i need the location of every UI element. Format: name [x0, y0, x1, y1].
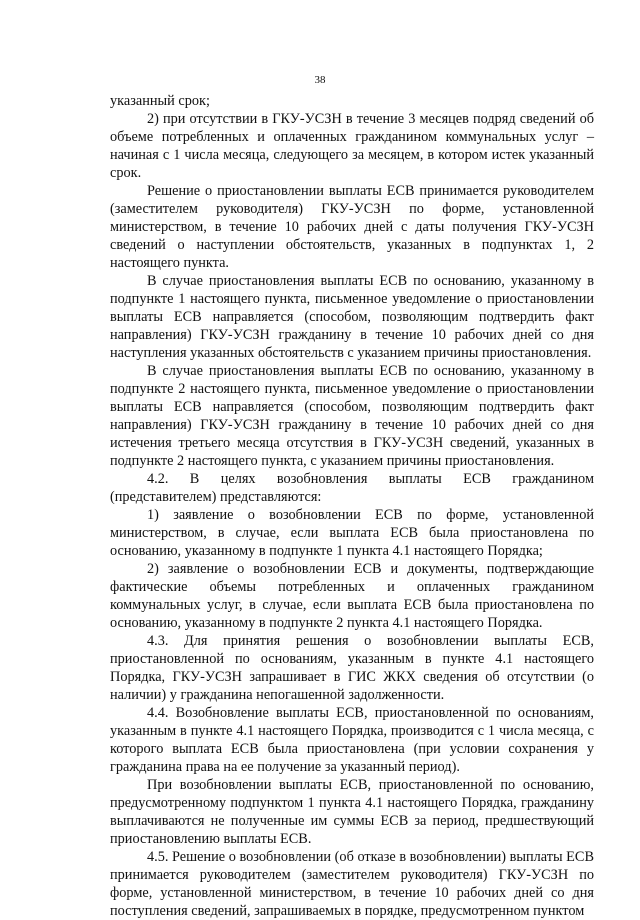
paragraph: 4.4. Возобновление выплаты ЕСВ, приостановленной по основаниям, указанным в пункте 4.1 настоящего Порядка, производится с 1 числа месяца, с которого выплата ЕСВ была приостановлена (при условии сохранения у гражданина права на ее получение за указанный период). — [110, 705, 594, 775]
paragraph: 1) заявление о возобновлении ЕСВ по форме, установленной министерством, в случае, если выплата ЕСВ была приостановлена по основанию, указанному в подпункте 1 пункта 4.1 настоящего Порядка; — [110, 507, 594, 559]
paragraph: 2) при отсутствии в ГКУ-УСЗН в течение 3 месяцев подряд сведений об объеме потребленных и оплаченных гражданином коммунальных услуг – начиная с 1 числа месяца, следующего за месяцем, в котором истек указанный срок. — [110, 111, 594, 181]
document-body — [110, 92, 594, 920]
page-number: 38 — [314, 74, 326, 86]
paragraph: В случае приостановления выплаты ЕСВ по основанию, указанному в подпункте 1 настоящего пункта, письменное уведомление о приостановлении выплаты ЕСВ направляется (способом, позволяющим подтвердить факт направления) ГКУ-УСЗН гражданину в течение 10 рабочих дней со дня наступления указанных обстоятельств с указанием причины приостановления. — [110, 273, 594, 361]
paragraph: 4.2. В целях возобновления выплаты ЕСВ гражданином (представителем) представляются: — [110, 471, 594, 505]
paragraph: При возобновлении выплаты ЕСВ, приостановленной по основанию, предусмотренному подпунктом 1 пункта 4.1 настоящего Порядка, гражданину выплачиваются не полученные им суммы ЕСВ за период, предшествующий приостановлению выплаты ЕСВ. — [110, 777, 594, 847]
paragraph: 4.3. Для принятия решения о возобновлении выплаты ЕСВ, приостановленной по основаниям, указанным в пункте 4.1 настоящего Порядка, ГКУ-УСЗН запрашивает в ГИС ЖКХ сведения об отсутствии (о наличии) у гражданина непогашенной задолженности. — [110, 633, 594, 703]
paragraph: Решение о приостановлении выплаты ЕСВ принимается руководителем (заместителем руководителя) ГКУ-УСЗН по форме, установленной министерством, в течение 10 рабочих дней с даты получения ГКУ-УСЗН сведений о наступлении обстоятельств, указанных в подпунктах 1, 2 настоящего пункта. — [110, 183, 594, 271]
paragraph: В случае приостановления выплаты ЕСВ по основанию, указанному в подпункте 2 настоящего пункта, письменное уведомление о приостановлении выплаты ЕСВ направляется (способом, позволяющим подтвердить факт направления) ГКУ-УСЗН гражданину в течение 10 рабочих дней со дня истечения третьего месяца отсутствия в ГКУ-УСЗН сведений, указанных в подпункте 2 настоящего пункта, с указанием причины приостановления. — [110, 363, 594, 469]
paragraph: 4.5. Решение о возобновлении (об отказе в возобновлении) выплаты ЕСВ принимается руководителем (заместителем руководителя) ГКУ-УСЗН по форме, установленной министерством, в течение 10 рабочих дней со дня поступления сведений, запрашиваемых в порядке, предусмотренном пунктом — [110, 849, 594, 919]
paragraph-continuation: указанный срок; — [110, 93, 210, 109]
paragraph: 2) заявление о возобновлении ЕСВ и документы, подтверждающие фактические объемы потребленных и оплаченных гражданином коммунальных услуг, в случае, если выплата ЕСВ была приостановлена по основанию, указанному в подпункте 2 пункта 4.1 настоящего Порядка. — [110, 561, 594, 631]
